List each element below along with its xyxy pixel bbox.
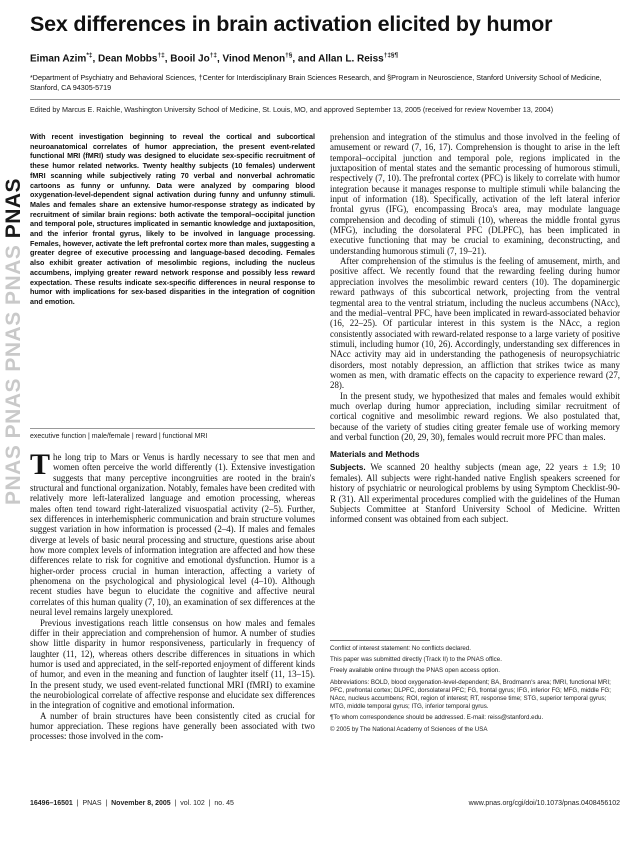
author-marks: †‡§¶ (383, 52, 399, 59)
sidebar-dark-text: PNAS (2, 177, 25, 239)
drop-cap: T (30, 452, 51, 481)
footer-journal: PNAS (82, 800, 102, 807)
footnotes (330, 645, 620, 737)
intro-paragraph: Previous investigations reach little consensus on how males and females differ in their appreciation and comprehension of humor. A number of studies show little disparity in humor responsiveness, particularly in frequency of laughter (11, 12), whereas others describe differences in situations in which humor is used and appreciated, in the self-reported enjoyment of different kinds of humor, and even in the meaning and function of laughter itself (11, 13–15). In the present study, we used event-related functional MRI (fMRI) to examine the neurobiological correlate of affective response and elucidate sex differences in the integration of cognitive and emotional information. (30, 617, 315, 711)
author-marks: *‡ (86, 52, 93, 59)
author-name: Eiman Azim (30, 53, 87, 65)
body-paragraph: prehension and integration of the stimulus and those involved in the feeling of amusement or reward (7, 16, 17). Comprehension is thought to arise in the left temporal–occipital junction and temporal pole, regions implicated in the juxtaposition of mental states and the semantic processing of humorous stimuli, respectively (7, 10). The prefrontal cortex (PFC) is likely to correlate with humor integration because it manages response to multiple stimuli while balancing the input of information (18). Specifically, activation of the left lateral inferior frontal gyrus (IFG), encompassing Broca's area, may modulate language comprehension and decoding of stimuli (10), whereas the middle frontal gyrus (MFG), including the dorsolateral PFC (DLPFC), has been implicated in executive functioning that may be crucial to examining, deconstructing, and understanding humorous stimuli (7, 19–21). (330, 132, 620, 256)
footnote: ¶To whom correspondence should be addressed. E-mail: reiss@stanford.edu. (330, 714, 544, 722)
intro-paragraph: A number of brain structures have been consistently cited as crucial for humor appreciation. These regions have generally been associated with two processes: those involved in the com- (30, 710, 315, 742)
author-name: Allan L. Reiss (318, 53, 384, 65)
body-paragraph: In the present study, we hypothesized that males and females would exhibit much overlap during humor appreciation, including similar recruitment of cortical cognitive and mesolimbic reward regions. We also postulated that, because of the variety of studies citing greater female use of working memory and verbal function (20, 29, 30), females would recruit more PFC than males. (330, 390, 620, 442)
page-range: 16496–16501 (30, 800, 73, 807)
introduction-text (30, 452, 315, 792)
author-conjunction: and (297, 53, 316, 65)
author-list: Eiman Azim*‡, Dean Mobbs†‡, Booil Jo†‡, Vinod Menon†§, and Allan L. Reiss†‡§¶ (30, 52, 399, 65)
doi-url[interactable]: www.pnas.org/cgi/doi/10.1073/pnas.0408456102 (468, 800, 620, 807)
right-column-text (330, 132, 620, 532)
divider (30, 99, 620, 100)
author-marks: †§ (285, 52, 293, 59)
section-heading: Materials and Methods (330, 449, 420, 460)
footnote: This paper was submitted directly (Track II) to the PNAS office. (330, 656, 502, 664)
keywords: executive function | male/female | reward | functional MRI (30, 433, 208, 440)
footnote: © 2005 by The National Academy of Sciences of the USA (330, 725, 488, 733)
issue-number: no. 45 (214, 800, 234, 807)
footnote: Conflict of interest statement: No conflicts declared. (330, 645, 472, 652)
footnote: Freely available online through the PNAS open access option. (330, 667, 500, 675)
volume: vol. 102 (180, 800, 205, 807)
author-marks: †‡ (157, 52, 165, 59)
edited-by-note: Edited by Marcus E. Raichle, Washington University School of Medicine, St. Louis, MO, and approved September 13, 2005 (received for review November 13, 2004) (30, 105, 554, 114)
page-footer: 16496–16501 | PNAS | November 8, 2005 | vol. 102 | no. 45 www.pnas.org/cgi/doi/10.1073/pnas.0408456102 (30, 800, 620, 807)
subjects-paragraph: Subjects. We scanned 20 healthy subjects (mean age, 22 years ± 1.9; 10 females). All subjects were right-handed native English speakers screened for history of psychiatric or neurological problems by using Symptom Checklist-90-R (31). All experimental procedures complied with the guidelines of the Human Subjects Committee at Stanford University School of Medicine. Written informed consent was obtained from each subject. (330, 461, 620, 525)
abstract: With recent investigation beginning to reveal the cortical and subcortical neuroanatomical correlates of humor appreciation, the present event-related functional MRI (fMRI) study was designed to elucidate sex-specific recruitment of these humor related networks. Twenty healthy subjects (10 females) underwent fMRI scanning while subjectively rating 70 verbal and nonverbal achromatic cartoons as funny or unfunny. Data were analyzed by comparing blood oxygenation-level-dependent signal activation during funny and unfunny stimuli. Males and females share an extensive humor-response strategy as indicated by recruitment of similar brain regions: both activate the temporal–occipital junction and temporal pole, structures implicated in semantic knowledge and juxtaposition, and the inferior frontal gyrus, likely to be involved in language processing. Females, however, activate the left prefrontal cortex more than males, suggesting a greater degree of executive processing and language-based decoding. Females also exhibit greater activation of mesolimbic regions, including the nucleus accumbens, implying greater reward network response and possibly less reward expectation. These results indicate sex-specific differences in neural response to humor with implications for sex-based disparities in the integration of cognition and emotion. (30, 132, 315, 306)
sidebar-light-text: PNAS PNAS PNAS PNAS (2, 238, 25, 505)
journal-sidebar-banner (0, 0, 26, 520)
author-marks: †‡ (209, 52, 217, 59)
issue-date: November 8, 2005 (111, 800, 171, 807)
divider (30, 428, 315, 429)
footnote: Abbreviations: BOLD, blood oxygenation-level-dependent; BA, Brodmann's area; fMRI, functional MRI; PFC, prefrontal cortex; DLPFC, dorsolateral PFC; FG, frontal gyrus; IFG, inferior FG; MFG, middle FG; NAcc, nucleus accumbens; ROI, region of interest; RT, response time; STG, superior temporal gyrus; MTG, middle temporal gyrus; ITG, inferior temporal gyrus. (330, 678, 611, 711)
article-title: Sex differences in brain activation elicited by humor (30, 12, 553, 36)
author-name: Dean Mobbs (98, 53, 158, 65)
author-name: Booil Jo (170, 53, 210, 65)
footnote-rule (330, 640, 430, 641)
subsection-runin: Subjects. (330, 462, 366, 472)
affiliations: *Department of Psychiatry and Behavioral Sciences, †Center for Interdisciplinary Brain Sciences Research, and §Program in Neuroscience, Stanford University School of Medicine, Stanford, CA 94305-5719 (30, 73, 602, 92)
body-paragraph: After comprehension of the stimulus is the feeling of amusement, mirth, and positive affect. We recently found that the rewarding feeling during humor appreciation involves the mesolimbic reward centers (10). The dopaminergic reward pathways of this subcortical network, projecting from the ventral tegmental area to the ventral striatum, including the nucleus accumbens (NAcc), and the medial–ventral PFC, have been implicated in reward-associated behavior (16, 22–25). Of particular interest in this system is the NAcc, a region consistently associated with reward-related response to a large variety of positive stimuli, including humor (10, 26). Accordingly, understanding sex differences in NAcc activity may aid in understanding the pathogenesis of neuropsychiatric disorders, most notably depression, an affliction that strikes twice as many women as men, with dramatic effects on the capacity to experience reward (27, 28). (330, 256, 620, 391)
author-name: Vinod Menon (222, 53, 286, 65)
intro-paragraph: The long trip to Mars or Venus is hardly necessary to see that men and women often perceive the world differently (1). Extensive investigation suggests that many perceptive incongruities are rooted in the brain's structural and functional organization. Notably, females have been credited with relatively more left-lateralized language and emotion processing, whereas males often tend toward right-lateralized visuospatial activity (2–5). Further, sex differences in interhemispheric communication and brain structure volumes suggest variation in how information is processed (2–4). If males and females diverge at levels of basic neural processing and structure, questions arise about how more complex levels of information integration are affected and how these differences relate to risk for cognitive and emotional dysfunction. Humor is a higher-order process crucial in human interaction, affecting a variety of phenomena on the psychological and physiological level (4–10). Although recent studies have begun to elucidate the cognitive and affective neural correlates of this human quality (7, 10), an examination of sex differences at the neural level remains largely unexplored. (30, 452, 315, 618)
